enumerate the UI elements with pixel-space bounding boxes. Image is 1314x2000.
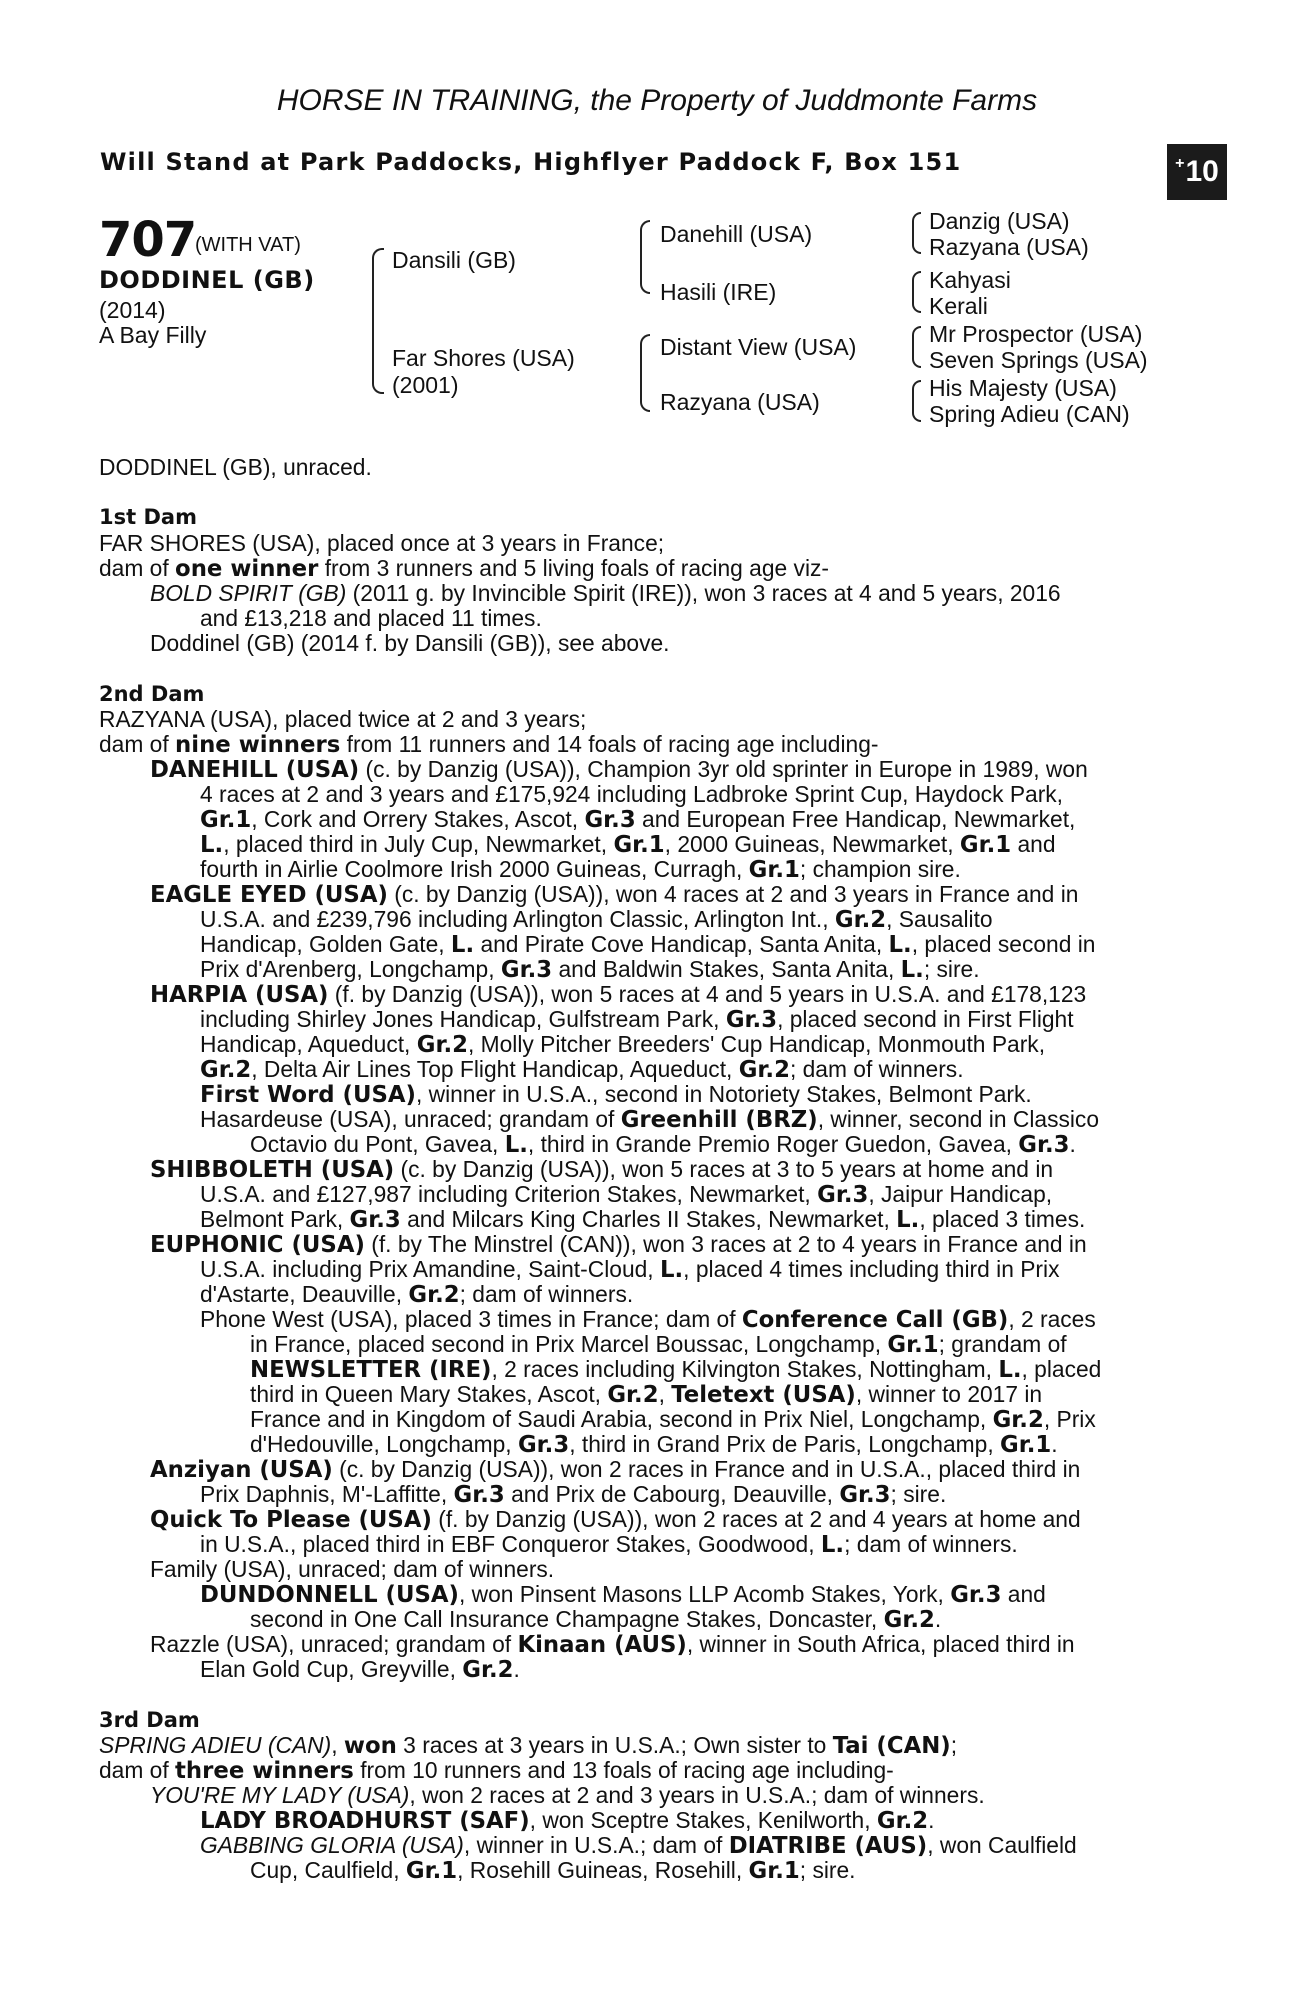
pedigree-sire-sire: Danehill (USA)	[660, 221, 813, 247]
lot-vat: (WITH VAT)	[195, 234, 301, 256]
text-line: First Word (USA), winner in U.S.A., second in Notoriety Stakes, Belmont Park.	[200, 1081, 1032, 1108]
pedigree-bracket-dam	[640, 334, 650, 412]
pedigree-dss: Mr Prospector (USA)	[929, 321, 1143, 347]
text-line: U.S.A. and £127,987 including Criterion Stakes, Newmarket, Gr.3, Jaipur Handicap,	[200, 1181, 1053, 1208]
text-line: Prix Daphnis, M'-Laffitte, Gr.3 and Prix de Cabourg, Deauville, Gr.3; sire.	[200, 1481, 947, 1508]
text-line: Belmont Park, Gr.3 and Milcars King Charles II Stakes, Newmarket, L., placed 3 times.	[200, 1206, 1086, 1233]
text-line: EAGLE EYED (USA) (c. by Danzig (USA)), won 4 races at 2 and 3 years in France and in	[150, 881, 1079, 908]
pedigree-bracket-ss	[912, 212, 921, 254]
pedigree-dam-dam: Razyana (USA)	[660, 389, 820, 415]
text-line: and £13,218 and placed 11 times.	[200, 605, 542, 631]
text-line: Octavio du Pont, Gavea, L., third in Grande Premio Roger Guedon, Gavea, Gr.3.	[250, 1131, 1076, 1158]
pedigree-sire: Dansili (GB)	[392, 247, 516, 273]
text-line: U.S.A. including Prix Amandine, Saint-Cloud, L., placed 4 times including third in Prix	[200, 1256, 1060, 1283]
text-line: dam of nine winners from 11 runners and 14 foals of racing age including-	[99, 731, 879, 758]
pedigree-sss: Danzig (USA)	[929, 208, 1070, 234]
pedigree-bracket-dd	[912, 380, 921, 422]
badge-plus: +	[1175, 155, 1185, 172]
text-line: dam of one winner from 3 runners and 5 living foals of racing age viz-	[99, 555, 830, 582]
text-line: 4 races at 2 and 3 years and £175,924 including Ladbroke Sprint Cup, Haydock Park,	[200, 781, 1064, 807]
text-line: DANEHILL (USA) (c. by Danzig (USA)), Champion 3yr old sprinter in Europe in 1989, won	[150, 756, 1088, 783]
text-line: Hasardeuse (USA), unraced; grandam of Greenhill (BRZ), winner, second in Classico	[200, 1106, 1100, 1133]
text-line: d'Astarte, Deauville, Gr.2; dam of winners.	[200, 1281, 634, 1308]
text-line: including Shirley Jones Handicap, Gulfstream Park, Gr.3, placed second in First Flight	[200, 1006, 1074, 1033]
text-line: LADY BROADHURST (SAF), won Sceptre Stakes, Kenilworth, Gr.2.	[200, 1807, 935, 1834]
stand-location: Will Stand at Park Paddocks, Highflyer Paddock F, Box 151	[100, 148, 962, 176]
text-line: FAR SHORES (USA), placed once at 3 years in France;	[99, 530, 665, 556]
text-line: Family (USA), unraced; dam of winners.	[150, 1556, 555, 1582]
lot-number: 707	[99, 212, 197, 268]
text-line: Gr.1, Cork and Orrery Stakes, Ascot, Gr.3 and European Free Handicap, Newmarket,	[200, 806, 1076, 833]
pedigree-ssd: Razyana (USA)	[929, 234, 1089, 260]
unraced-line: DODDINEL (GB), unraced.	[99, 454, 372, 480]
text-line: NEWSLETTER (IRE), 2 races including Kilvington Stakes, Nottingham, L., placed	[250, 1356, 1102, 1383]
pedigree-dam-year: (2001)	[392, 372, 459, 398]
text-line: EUPHONIC (USA) (f. by The Minstrel (CAN)), won 3 races at 2 to 4 years in France and in	[150, 1231, 1087, 1258]
pedigree-sdd: Kerali	[929, 293, 988, 319]
text-line: in U.S.A., placed third in EBF Conqueror Stakes, Goodwood, L.; dam of winners.	[200, 1531, 1018, 1558]
horse-name: DODDINEL (GB)	[99, 266, 315, 294]
badge-number: 10	[1185, 155, 1219, 188]
text-line: France and in Kingdom of Saudi Arabia, second in Prix Niel, Longchamp, Gr.2, Prix	[250, 1406, 1096, 1433]
pedigree-bracket-sire-dam	[372, 248, 384, 394]
pedigree-bracket-ds	[912, 326, 921, 368]
text-line: Doddinel (GB) (2014 f. by Dansili (GB)), see above.	[150, 630, 670, 656]
text-line: DUNDONNELL (USA), won Pinsent Masons LLP Acomb Stakes, York, Gr.3 and	[200, 1581, 1046, 1608]
text-line: d'Hedouville, Longchamp, Gr.3, third in Grand Prix de Paris, Longchamp, Gr.1.	[250, 1431, 1058, 1458]
pedigree-bracket-sire	[640, 220, 650, 294]
text-line: RAZYANA (USA), placed twice at 2 and 3 years;	[99, 706, 587, 732]
text-line: U.S.A. and £239,796 including Arlington Classic, Arlington Int., Gr.2, Sausalito	[200, 906, 993, 933]
text-line: Cup, Caulfield, Gr.1, Rosehill Guineas, Rosehill, Gr.1; sire.	[250, 1857, 856, 1884]
text-line: Gr.2, Delta Air Lines Top Flight Handicap, Aqueduct, Gr.2; dam of winners.	[200, 1056, 964, 1083]
first-dam-heading: 1st Dam	[99, 505, 197, 529]
pedigree-sire-dam: Hasili (IRE)	[660, 279, 777, 305]
header-title: HORSE IN TRAINING, the Property of Juddmonte Farms	[276, 84, 1038, 117]
horse-year: (2014)	[99, 297, 166, 323]
text-line: GABBING GLORIA (USA), winner in U.S.A.; dam of DIATRIBE (AUS), won Caulfield	[200, 1832, 1077, 1859]
pedigree-bracket-sd	[912, 271, 921, 313]
text-line: in France, placed second in Prix Marcel Boussac, Longchamp, Gr.1; grandam of	[250, 1331, 1067, 1358]
text-line: Elan Gold Cup, Greyville, Gr.2.	[200, 1656, 520, 1683]
lot-tag-badge	[1167, 144, 1227, 200]
text-line: SPRING ADIEU (CAN), won 3 races at 3 years in U.S.A.; Own sister to Tai (CAN);	[99, 1732, 958, 1759]
text-line: second in One Call Insurance Champagne Stakes, Doncaster, Gr.2.	[250, 1606, 942, 1633]
text-line: SHIBBOLETH (USA) (c. by Danzig (USA)), won 5 races at 3 to 5 years at home and in	[150, 1156, 1054, 1183]
text-line: Phone West (USA), placed 3 times in France; dam of Conference Call (GB), 2 races	[200, 1306, 1096, 1333]
text-line: BOLD SPIRIT (GB) (2011 g. by Invincible Spirit (IRE)), won 3 races at 4 and 5 years, 2016	[150, 580, 1061, 606]
third-dam-heading: 3rd Dam	[99, 1708, 200, 1732]
pedigree-dam: Far Shores (USA)	[392, 345, 575, 371]
pedigree-ddd: Spring Adieu (CAN)	[929, 401, 1130, 427]
text-line: L., placed third in July Cup, Newmarket, Gr.1, 2000 Guineas, Newmarket, Gr.1 and	[200, 831, 1056, 858]
text-line: Prix d'Arenberg, Longchamp, Gr.3 and Baldwin Stakes, Santa Anita, L.; sire.	[200, 956, 980, 983]
text-line: Razzle (USA), unraced; grandam of Kinaan (AUS), winner in South Africa, placed third in	[150, 1631, 1075, 1658]
pedigree-dds: His Majesty (USA)	[929, 375, 1117, 401]
text-line: third in Queen Mary Stakes, Ascot, Gr.2, Teletext (USA), winner to 2017 in	[250, 1381, 1043, 1408]
pedigree-dsd: Seven Springs (USA)	[929, 347, 1148, 373]
horse-description: A Bay Filly	[99, 322, 207, 348]
text-line: dam of three winners from 10 runners and 13 foals of racing age including-	[99, 1757, 894, 1784]
text-line: Quick To Please (USA) (f. by Danzig (USA)), won 2 races at 2 and 4 years at home and	[150, 1506, 1081, 1533]
text-line: fourth in Airlie Coolmore Irish 2000 Guineas, Curragh, Gr.1; champion sire.	[200, 856, 961, 883]
pedigree-sds: Kahyasi	[929, 267, 1011, 293]
text-line: YOU'RE MY LADY (USA), won 2 races at 2 and 3 years in U.S.A.; dam of winners.	[150, 1782, 985, 1808]
text-line: Handicap, Golden Gate, L. and Pirate Cove Handicap, Santa Anita, L., placed second in	[200, 931, 1096, 958]
text-line: Anziyan (USA) (c. by Danzig (USA)), won 2 races in France and in U.S.A., placed third in	[150, 1456, 1081, 1483]
pedigree-dam-sire: Distant View (USA)	[660, 334, 857, 360]
second-dam-heading: 2nd Dam	[99, 682, 205, 706]
text-line: HARPIA (USA) (f. by Danzig (USA)), won 5 races at 4 and 5 years in U.S.A. and £178,123	[150, 981, 1087, 1008]
text-line: Handicap, Aqueduct, Gr.2, Molly Pitcher Breeders' Cup Handicap, Monmouth Park,	[200, 1031, 1046, 1058]
